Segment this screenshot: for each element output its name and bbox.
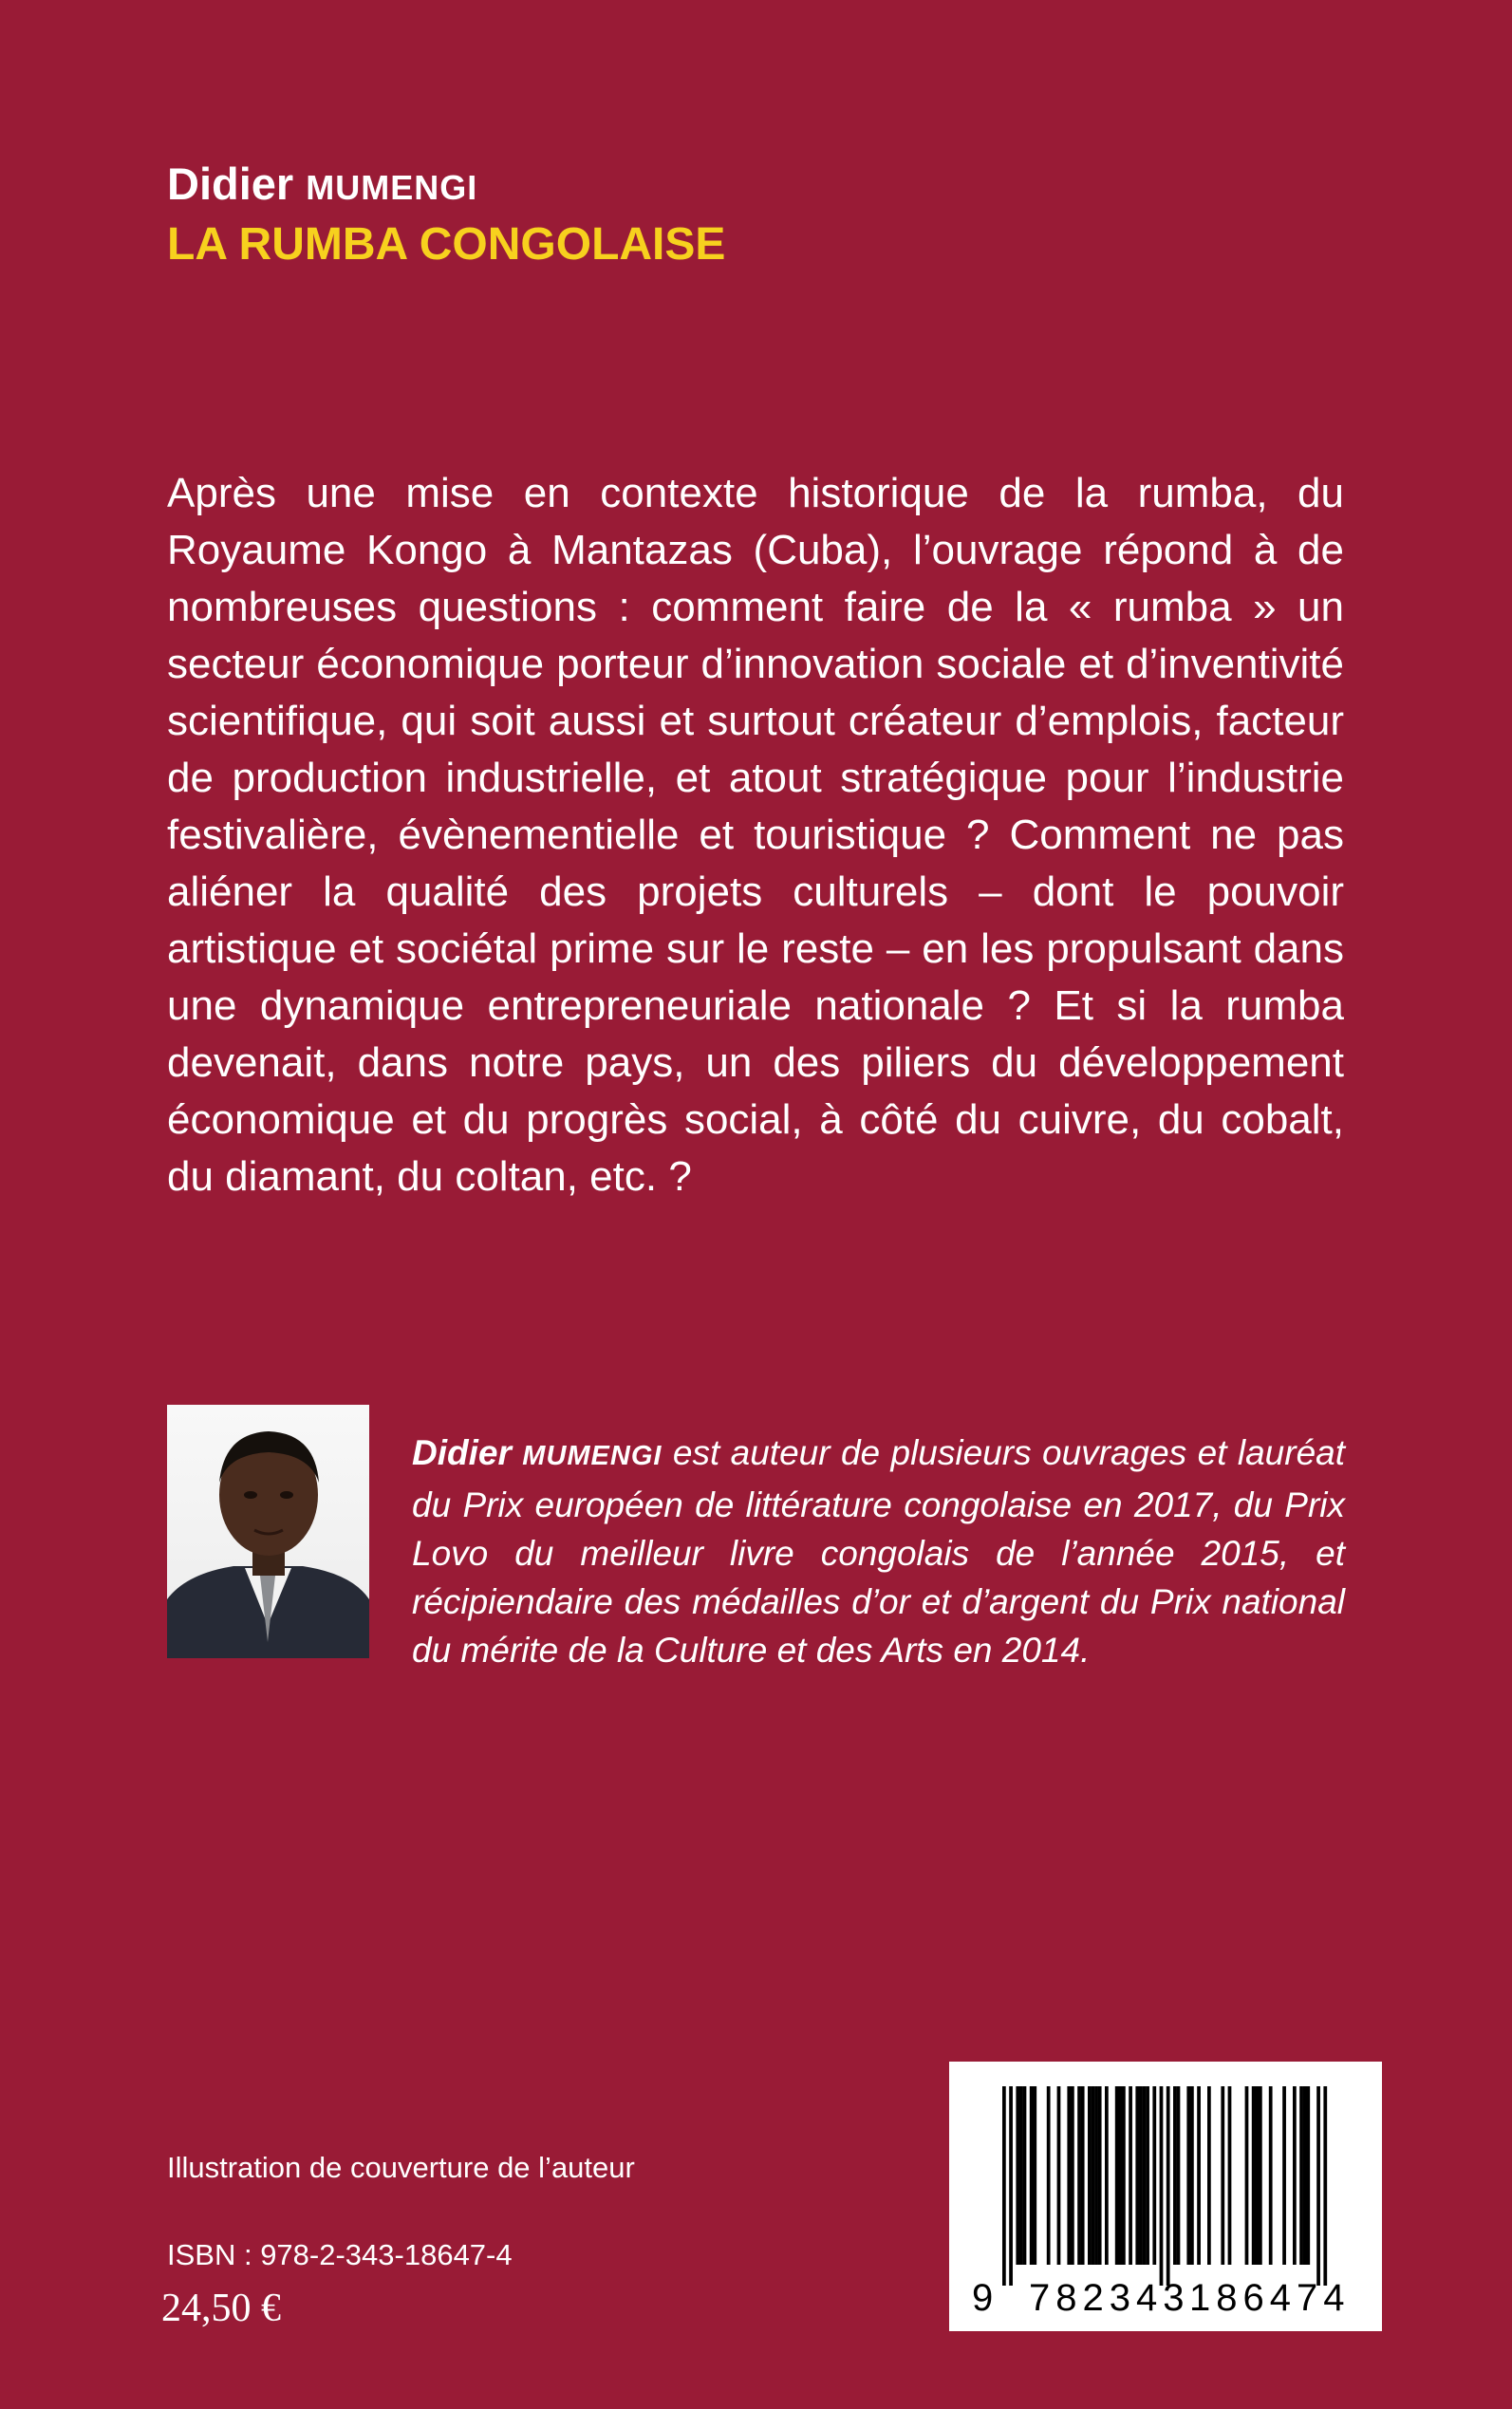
barcode-bar [1269,2086,1273,2265]
barcode-bar [1057,2086,1061,2265]
author-name [167,158,477,215]
barcode-bar [1105,2086,1109,2265]
barcode-bar [1255,2086,1259,2265]
barcode-bar [1173,2086,1177,2265]
barcode-bar [1019,2086,1023,2265]
author-portrait-illustration [167,1405,369,1658]
author-bio [412,1429,1345,1674]
barcode-bar [1009,2086,1013,2286]
barcode-bar [1016,2086,1019,2265]
barcode-bar [1160,2086,1164,2286]
barcode-bar [1245,2086,1249,2265]
barcode-bar [1197,2086,1201,2265]
barcode-bar [1067,2086,1071,2265]
back-cover-blurb: Après une mise en contexte historique de la rumba, du Royaume Kongo à Mantazas (Cuba), l’ouvrage répond à de nombreuses questions : comment faire de la « rumba » un secteur économique porteur d’innovation sociale et d’inventivité scientifique, qui soit aussi et surtout créateur d’emplois, facteur de production industrielle, et atout stratégique pour l’industrie festivalière, évènementielle et touristique ? Comment ne pas aliéner la qualité des projets culturels – dont le pouvoir artistique et sociétal prime sur le reste – en les propulsant dans une dynamique entrepreneuriale nationale ? Et si la rumba devenait, dans notre pays, un des piliers du développement économique et du progrès social, à côté du cuivre, du cobalt, du diamant, du coltan, etc. ? [167,470,1344,1200]
barcode-bar [1143,2086,1147,2265]
author-last-name-rest: UMENGI [335,168,478,207]
barcode-bar [1033,2086,1036,2265]
barcode-bar [1092,2086,1095,2265]
barcode-bar [1316,2086,1320,2286]
barcode-bar [1152,2086,1156,2265]
barcode-graphic [949,2062,1382,2331]
barcode-bar [1094,2086,1098,2265]
barcode-bar [1303,2086,1307,2265]
barcode-bar [1252,2086,1256,2265]
barcode-bar [1135,2086,1139,2265]
illustration-credit: Illustration de couverture de l’auteur [167,2151,635,2184]
author-first-name: Didier [167,159,294,209]
author-last-name-initial: M [306,168,336,207]
author-last-name [306,168,477,207]
book-title: LA RUMBA CONGOLAISE [167,219,726,270]
barcode-bar [1098,2086,1102,2265]
barcode-bar [1023,2086,1027,2265]
barcode-bar [1221,2086,1224,2265]
barcode-bar [1306,2086,1310,2265]
price: 24,50 € [161,2287,281,2330]
barcode-bar [1177,2086,1181,2265]
barcode-bar [1146,2086,1149,2265]
barcode-bar [1081,2086,1085,2265]
barcode-bar [1122,2086,1126,2265]
barcode-bar [1030,2086,1034,2265]
barcode-bar [1259,2086,1262,2265]
barcode-bar [1002,2086,1006,2286]
barcode-bar [1186,2086,1190,2265]
bio-author-name: Didier MUMENGI [412,1433,663,1472]
barcode-bar [1115,2086,1119,2265]
barcode-bar [1293,2086,1297,2265]
barcode-bars [1002,2086,1327,2286]
barcode-bar [1167,2086,1170,2286]
barcode-bar [1071,2086,1074,2265]
barcode-bar [1207,2086,1211,2265]
author-photo [167,1405,369,1658]
barcode-left-digits: 782343 [1029,2277,1190,2319]
barcode-first-digit: 9 [972,2277,994,2319]
barcode-bar [1282,2086,1286,2265]
barcode-bar [1129,2086,1132,2265]
barcode-bar [1118,2086,1122,2265]
barcode-bar [1228,2086,1232,2265]
barcode-bar [1077,2086,1081,2265]
barcode-bar [1139,2086,1143,2265]
barcode-bar [1088,2086,1092,2265]
barcode-right-digits: 186474 [1189,2277,1351,2319]
barcode-bar [1190,2086,1194,2265]
bio-text: est auteur de plusieurs ouvrages et lauréat du Prix européen de littérature congolaise en 2017, du Prix Lovo du meilleur livre congolais de l’année 2015, et récipiendaire des médailles d’or et d’argent du Prix national du mérite de la Culture et des Arts en 2014. [412,1433,1346,1670]
barcode [949,2062,1382,2331]
barcode-bar [1299,2086,1303,2265]
barcode-bar [1047,2086,1051,2265]
barcode-bar [1323,2086,1327,2286]
isbn: ISBN : 978-2-343-18647-4 [167,2238,513,2271]
